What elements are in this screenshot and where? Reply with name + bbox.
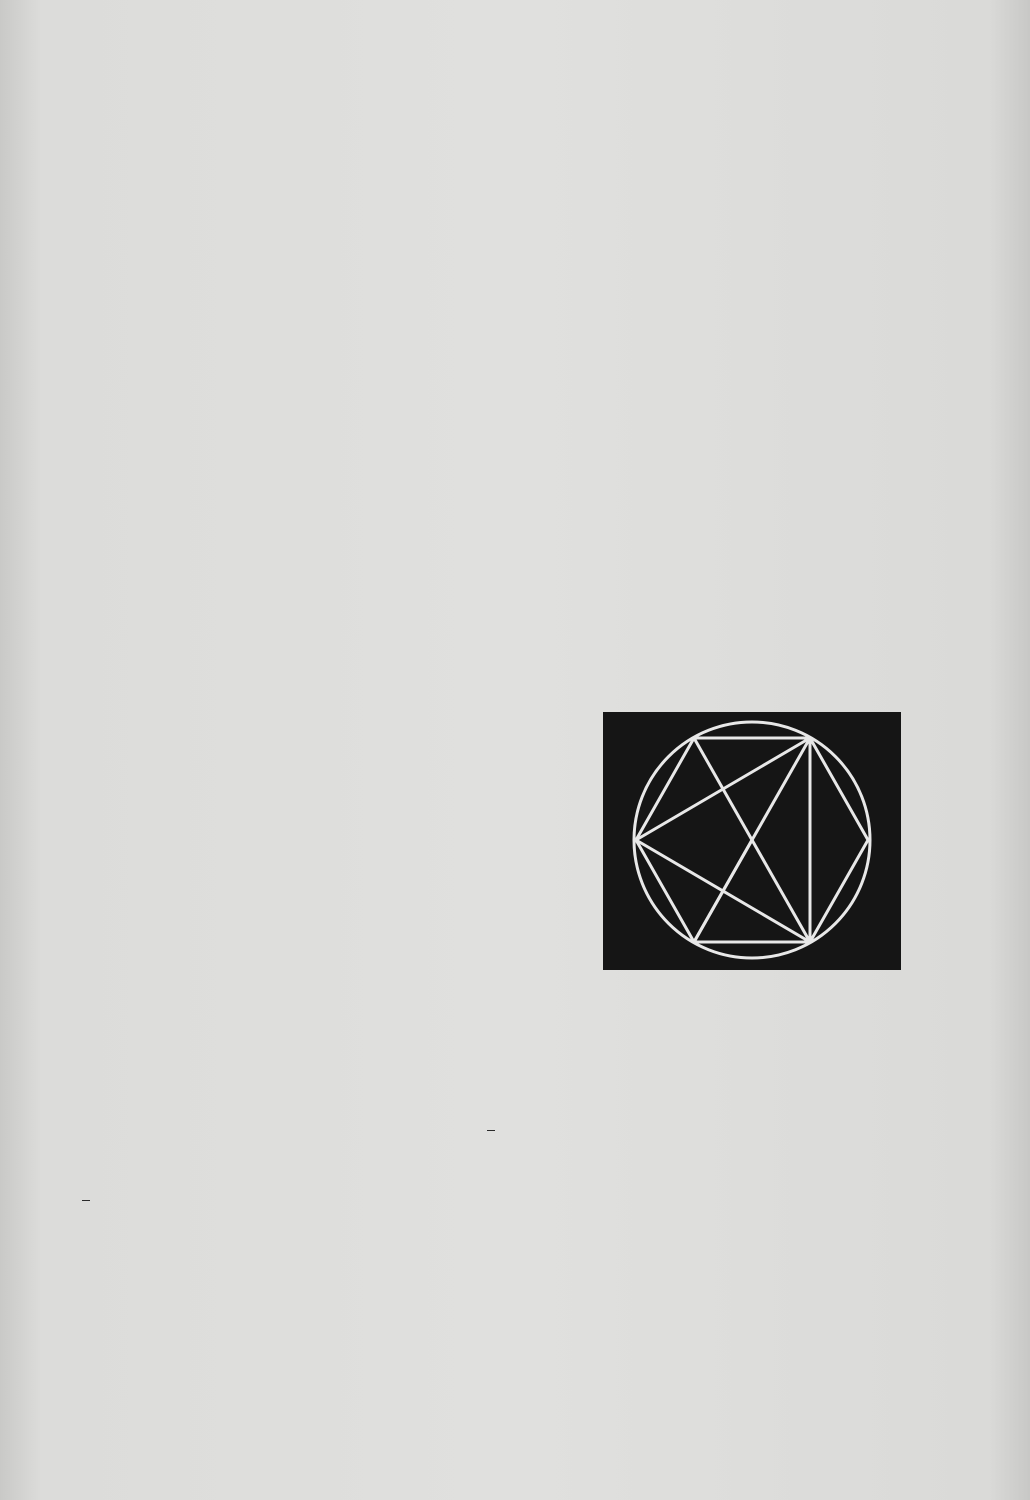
figure-83: [603, 712, 901, 970]
fraction-one-third: [82, 1200, 90, 1201]
fraction-one-sixth: [487, 1130, 495, 1131]
hexagon-diagram: [603, 712, 901, 970]
solution-line-1: [76, 1130, 906, 1131]
solution-line-2: [76, 1200, 906, 1201]
